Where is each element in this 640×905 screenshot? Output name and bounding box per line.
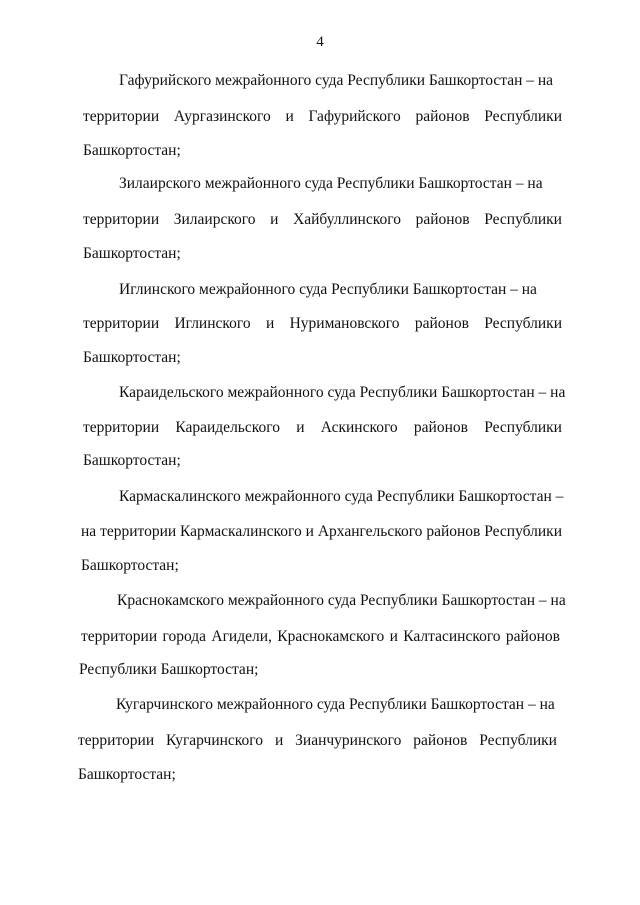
paragraph-third-line: Башкортостан; <box>83 245 181 262</box>
word: Хайбуллинского <box>293 211 401 228</box>
word: территории <box>81 628 158 645</box>
line-text: Кармаскалинского межрайонного суда Республики Башкортостан – <box>119 488 564 505</box>
line-text: Гафурийского межрайонного суда Республики Башкортостан – на <box>119 72 554 89</box>
paragraph-first-line <box>119 281 562 299</box>
word: территории <box>83 315 160 332</box>
paragraph-second-line <box>78 732 557 750</box>
word: Краснокамского <box>277 628 385 645</box>
paragraph-third-line: Башкортостан; <box>83 349 181 366</box>
word: и <box>274 732 284 749</box>
word: Калтасинского <box>403 628 501 645</box>
word: Аургазинского <box>173 108 271 125</box>
word: и <box>296 419 305 436</box>
word: Республики <box>479 732 557 749</box>
word: Нуримановского <box>289 315 400 332</box>
word: Иглинского <box>174 315 251 332</box>
word: Республики <box>484 523 562 540</box>
line-text: Кугарчинского межрайонного суда Республики Башкортостан – на <box>116 696 555 713</box>
paragraph-second-line <box>81 523 562 541</box>
paragraph-second-line <box>83 419 562 437</box>
word: Республики <box>484 108 562 125</box>
word: районов <box>415 211 470 228</box>
word: Кугарчинского <box>166 732 264 749</box>
word: и <box>305 523 314 540</box>
word: Кармаскалинского <box>180 523 302 540</box>
line-text: Иглинского межрайонного суда Республики Башкортостан – на <box>119 281 537 298</box>
word: города <box>162 628 207 645</box>
word: и <box>270 211 279 228</box>
word: районов <box>505 628 560 645</box>
paragraph-first-line <box>119 384 566 402</box>
word: Караидельского <box>175 419 280 436</box>
paragraph-second-line <box>83 315 562 333</box>
line-text: Караидельского межрайонного суда Республики Башкортостан – на <box>119 384 566 401</box>
paragraph-third-line: Башкортостан; <box>81 557 179 574</box>
word: территории <box>78 732 155 749</box>
paragraph-third-line: Башкортостан; <box>83 452 181 469</box>
word: Республики <box>484 419 562 436</box>
word: территории <box>100 523 177 540</box>
paragraph-first-line <box>119 175 562 193</box>
word: территории <box>83 419 160 436</box>
paragraph-first-line <box>117 592 566 610</box>
word: районов <box>413 732 468 749</box>
word: Агидели, <box>211 628 272 645</box>
word: на <box>81 523 97 540</box>
paragraph-second-line <box>81 628 560 646</box>
word: Архангельского <box>317 523 423 540</box>
word: и <box>265 315 275 332</box>
word: территории <box>83 211 160 228</box>
paragraph-third-line: Башкортостан; <box>78 766 176 783</box>
word: Гафурийского <box>308 108 401 125</box>
word: Зилаирского <box>173 211 256 228</box>
word: районов <box>413 419 468 436</box>
page-number: 4 <box>316 34 324 50</box>
paragraph-third-line: Башкортостан; <box>83 142 181 159</box>
line-text: Краснокамского межрайонного суда Республики Башкортостан – на <box>117 592 566 609</box>
word: территории <box>83 108 160 125</box>
word: Республики <box>484 211 562 228</box>
word: районов <box>415 108 470 125</box>
word: районов <box>414 315 469 332</box>
line-text: Зилаирского межрайонного суда Республики Башкортостан – на <box>119 175 543 192</box>
paragraph-second-line <box>83 108 562 126</box>
word: и <box>285 108 294 125</box>
word: Республики <box>484 315 562 332</box>
word: районов <box>426 523 481 540</box>
word: Зианчуринского <box>295 732 402 749</box>
paragraph-first-line <box>116 696 559 714</box>
word: и <box>389 628 398 645</box>
paragraph-third-line: Республики Башкортостан; <box>79 661 259 678</box>
paragraph-second-line <box>83 211 562 229</box>
word: Аскинского <box>320 419 398 436</box>
paragraph-first-line <box>119 488 562 506</box>
paragraph-first-line <box>119 72 562 90</box>
